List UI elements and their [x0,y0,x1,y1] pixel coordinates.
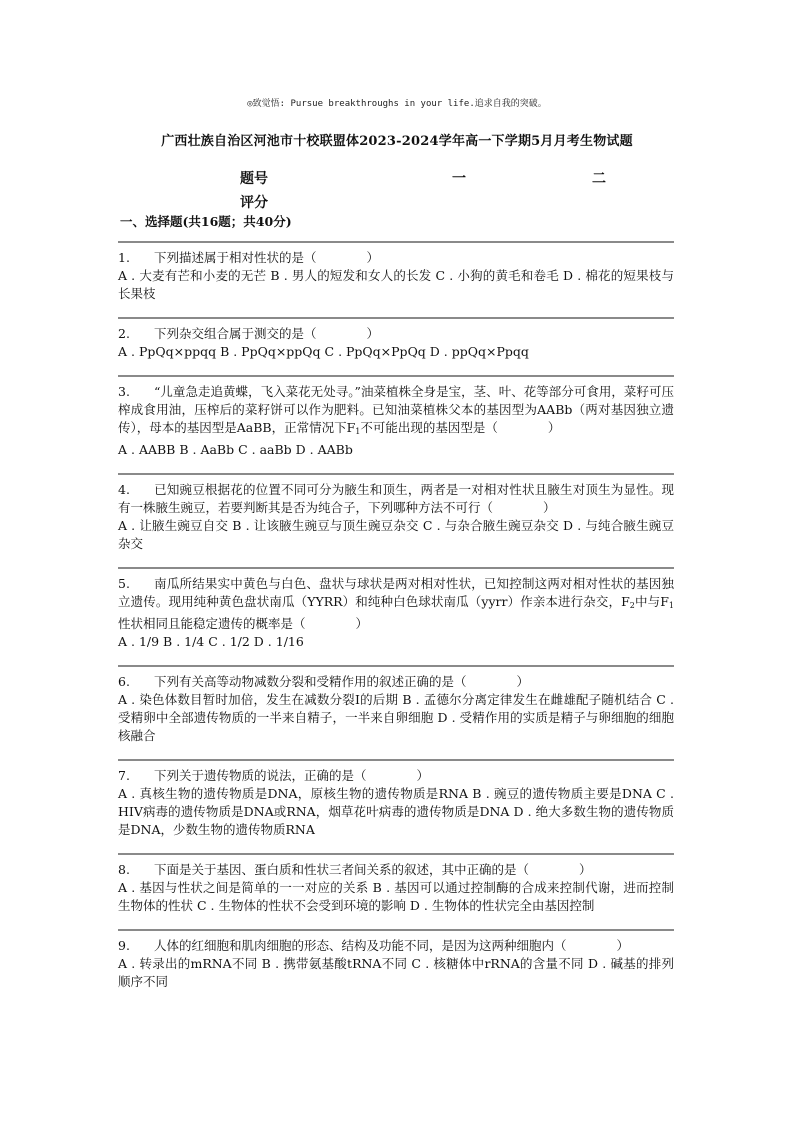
question-stem [118,249,674,267]
question-options: A . AABB B . AaBb C . aaBb D . AABb [118,442,353,457]
question-number: 4. [118,482,130,497]
score-table [240,168,640,216]
question-number: 9. [118,938,130,953]
question-options: A . 基因与性状之间是简单的一一对应的关系 B . 基因可以通过控制酶的合成来控制代谢，进而控制生物体的性状 C . 生物体的性状不会受到环境的影响 D . 生物体的性状完全由基因控制 [118,880,674,913]
question-number: 1. [118,250,130,265]
question-text: 南瓜所结果实中黄色与白色、盘状与球状是两对相对性状，已知控制这两对相对性状的基因独立遗传。现用纯种黄色盘状南瓜（YYRR）和纯种白色球状南瓜（yyrr）作亲本进行杂交，F [118,576,674,609]
score-row-question-number [240,168,640,192]
question-stem [118,937,674,955]
question-stem [118,325,674,343]
question-options: A . 让腋生豌豆自交 B . 让该腋生豌豆与顶生豌豆杂交 C . 与杂合腋生豌豆杂交 D . 与纯合腋生豌豆杂交 [118,518,674,551]
subscript: 1 [668,601,674,610]
question-text: 下列有关高等动物减数分裂和受精作用的叙述正确的是（ ） [154,674,530,689]
question-text: 已知豌豆根据花的位置不同可分为腋生和顶生，两者是一对相对性状且腋生对顶生为显性。现有一株腋生豌豆，若要判断其是否为纯合子，下列哪种方法不可行（ ） [118,482,674,515]
question-text-cont: 中与F [634,594,669,609]
section-title: 一、选择题(共16题；共40分) [120,214,292,229]
question-number: 7. [118,768,130,783]
question-options: A . 染色体数目暂时加倍，发生在减数分裂Ⅰ的后期 B . 孟德尔分离定律发生在雌雄配子随机结合 C . 受精卵中全部遗传物质的一半来自精子，一半来自卵细胞 D . 受精作用的实质是精子与卵细胞的细胞核融合 [118,692,674,743]
question-text: 下列杂交组合属于测交的是（ ） [154,326,380,341]
question-stem [118,481,674,517]
question-text: “儿童急走追黄蝶，飞入菜花无处寻。”油菜植株全身是宝，茎、叶、花等部分可食用，菜籽可压榨成食用油，压榨后的菜籽饼可以作为肥料。已知油菜植株父本的基因型为AABb（两对基因独立遗传），母本的基因型是AaBB，正常情况下F [118,384,674,435]
question-options: A . 1/9 B . 1/4 C . 1/2 D . 1/16 [118,634,304,649]
question-7 [118,759,674,853]
question-text: 人体的红细胞和肌肉细胞的形态、结构及功能不同，是因为这两种细胞内（ ） [154,938,630,953]
question-options: A . 大麦有芒和小麦的无芒 B . 男人的短发和女人的长发 C . 小狗的黄毛和卷毛 D . 棉花的短果枝与长果枝 [118,268,674,301]
header-motto: ◎致觉悟: Pursue breakthroughs in your life.追求自我的突破。 [247,99,547,109]
score-col-1: 一 [452,171,466,187]
question-number: 5. [118,576,130,591]
question-list [118,241,674,1005]
question-5 [118,567,674,665]
question-number: 3. [118,384,130,399]
score-col-2: 二 [592,171,606,187]
question-2 [118,317,674,375]
question-text: 下列描述属于相对性状的是（ ） [154,250,380,265]
question-options: A . PpQq×ppqq B . PpQq×ppQq C . PpQq×PpQq D . ppQq×Ppqq [118,344,529,359]
score-row-label-number: 题号 [240,171,268,187]
question-8 [118,853,674,929]
question-number: 2. [118,326,130,341]
question-text-end: 性状相同且能稳定遗传的概率是（ ） [118,616,369,631]
question-stem [118,383,674,441]
question-stem [118,575,674,633]
question-stem [118,861,674,879]
score-row-label-score: 评分 [240,195,268,211]
exam-title: 广西壮族自治区河池市十校联盟体2023-2024学年高一下学期5月月考生物试题 [161,134,633,149]
subscript: 2 [629,601,635,610]
question-stem [118,673,674,691]
question-text-cont: 不可能出现的基因型是（ ） [360,420,561,435]
question-3 [118,375,674,473]
question-9 [118,929,674,1005]
question-1 [118,241,674,317]
question-stem [118,767,674,785]
question-4 [118,473,674,567]
question-number: 8. [118,862,130,877]
question-options: A . 真核生物的遗传物质是DNA，原核生物的遗传物质是RNA B . 豌豆的遗传物质主要是DNA C . HIV病毒的遗传物质是DNA或RNA，烟草花叶病毒的遗传物质是DNA D . 绝大多数生物的遗传物质是DNA，少数生物的遗传物质RNA [118,786,674,837]
score-row-score [240,192,640,216]
question-options: A . 转录出的mRNA不同 B . 携带氨基酸tRNA不同 C . 核糖体中rRNA的含量不同 D . 碱基的排列顺序不同 [118,956,674,989]
question-6 [118,665,674,759]
question-number: 6. [118,674,130,689]
question-text: 下面是关于基因、蛋白质和性状三者间关系的叙述，其中正确的是（ ） [154,862,592,877]
question-text: 下列关于遗传物质的说法，正确的是（ ） [154,768,430,783]
subscript: 1 [355,427,361,436]
